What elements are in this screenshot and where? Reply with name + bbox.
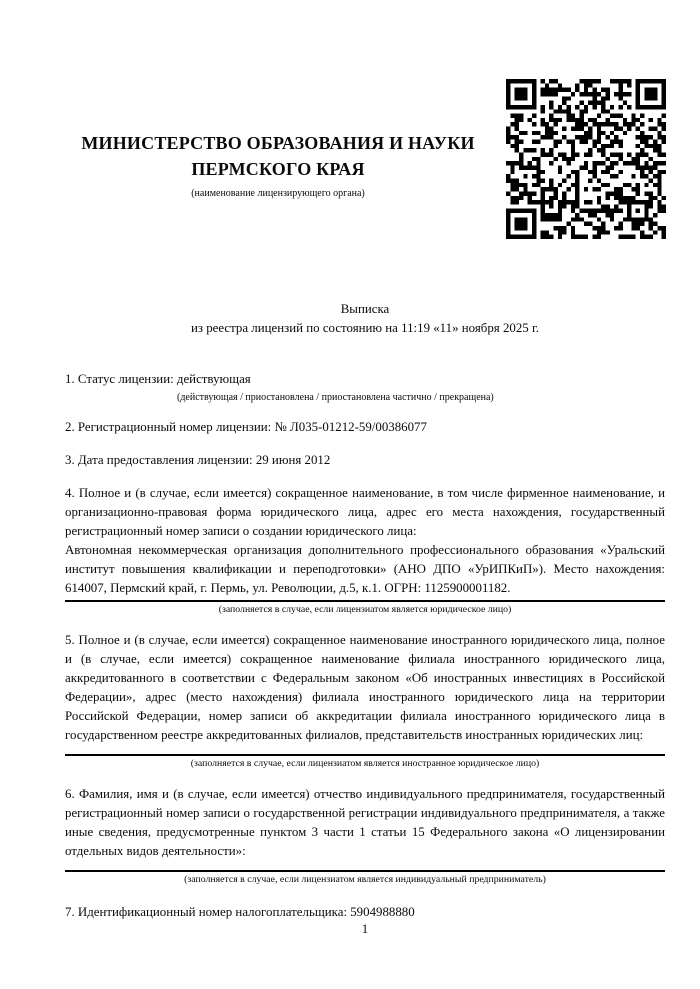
legal-entity-fill-rule [65,600,665,602]
item-grant-date: 3. Дата предоставления лицензии: 29 июня 2012 [65,453,331,467]
item-registration-number: 2. Регистрационный номер лицензии: № Л035-01212-59/00386077 [65,420,427,434]
individual-caption: (заполняется в случае, если лицензиатом является индивидуальный предприниматель) [184,874,546,885]
issuing-authority-header [48,130,508,200]
qr-code-icon [506,79,666,239]
item-taxpayer-number: 7. Идентификационный номер налогоплательщика: 5904988880 [65,905,415,919]
ministry-name-line1: МИНИСТЕРСТВО ОБРАЗОВАНИЯ И НАУКИ [81,133,475,153]
item-individual-label: 6. Фамилия, имя и (в случае, если имеется) отчество индивидуального предпринимателя, государственный регистрационный номер записи о государственной регистрации индивидуального предпринимателя, а также иные сведения, предусмотренные пунктом 3 части 1 статьи 15 Федерального закона «О лицензировании отдельных видов деятельности»: [65,787,665,858]
foreign-entity-caption: (заполняется в случае, если лицензиатом является иностранное юридическое лицо) [190,758,540,769]
extract-body [65,363,665,922]
individual-fill-rule [65,870,665,872]
authority-field-caption: (наименование лицензирующего органа) [191,188,365,199]
item-foreign-entity-label: 5. Полное и (в случае, если имеется) сокращенное наименование иностранного юридического лица, полное и (в случае, если имеется) сокращенное наименование филиала иностранного юридического лица, аккредитованного в соответствии с Федеральным законом «Об иностранных инвестициях в Российской Федерации», адрес (место нахождения) филиала иностранного юридического лица на территории Российской Федерации, номер записи об аккредитации филиала иностранного юридического лица в государственном реестре аккредитованных филиалов, представительств иностранных юридических лиц: [65,633,665,742]
ministry-name-line2: ПЕРМСКОГО КРАЯ [191,159,365,179]
document-title: Выписка [340,302,390,316]
qr-code-image [506,79,666,239]
document-subtitle: из реестра лицензий по состоянию на 11:19 «11» ноября 2025 г. [190,321,540,335]
page-number: 1 [361,922,369,936]
foreign-entity-fill-rule [65,754,665,756]
item-legal-entity-value: Автономная некоммерческая организация дополнительного профессионального образования «Уральский институт повышения квалификации и переподготовки» (АНО ДПО «УрИПКиП»). Место нахождения: 614007, Пермский край, г. Пермь, ул. Революции, д.5, к.1. ОГРН: 1125900001182. [65,543,665,595]
item-license-status: 1. Статус лицензии: действующая [65,372,251,386]
legal-entity-caption: (заполняется в случае, если лицензиатом является юридическое лицо) [218,604,512,615]
document-title-block [65,300,665,338]
item-legal-entity-label: 4. Полное и (в случае, если имеется) сокращенное наименование, в том числе фирменное наименование, и организационно-правовая форма юридического лица, адрес его места нахождения, государственный регистрационный номер записи о создании юридического лица: [65,486,665,538]
license-status-options-caption: (действующая / приостановлена / приостановлена частично / прекращена) [177,392,494,403]
